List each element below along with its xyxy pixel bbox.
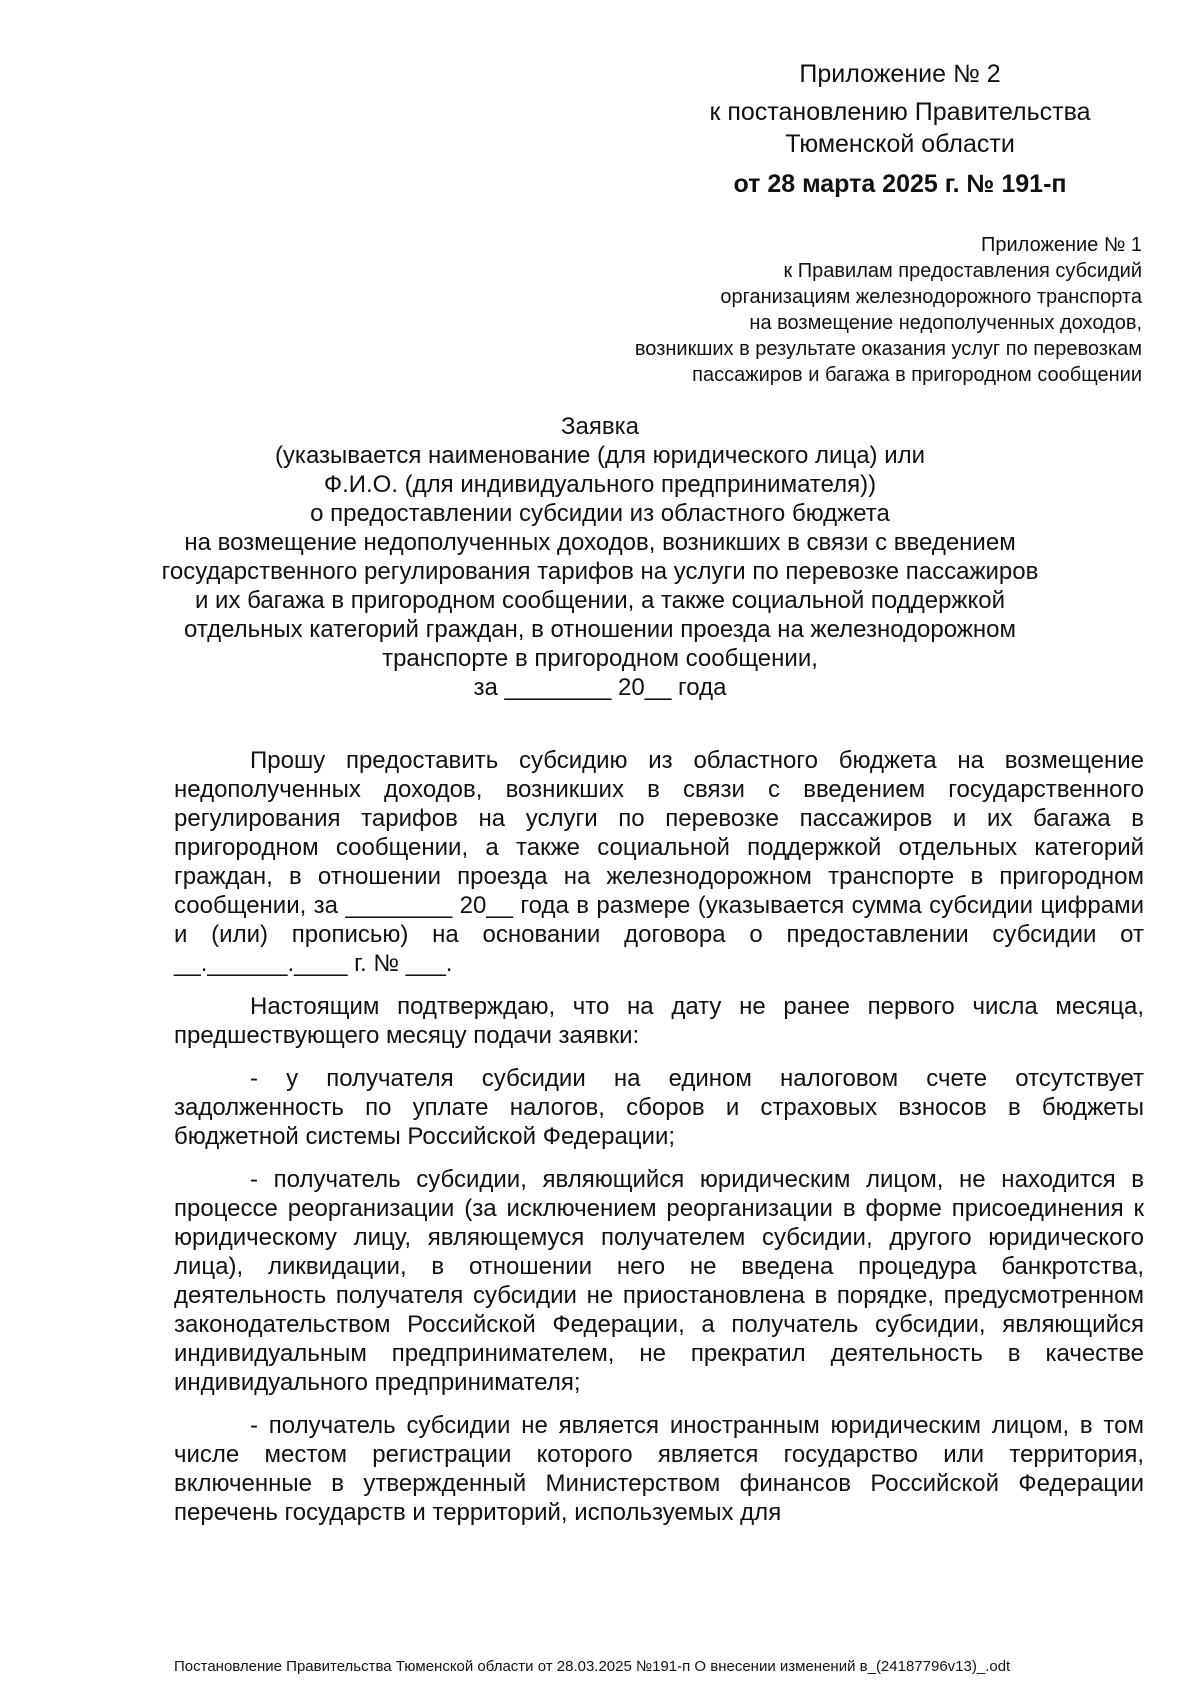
appendix-date: от 28 марта 2025 г. № 191-п bbox=[733, 170, 1067, 198]
footer-filename: Постановление Правительства Тюменской области от 28.03.2025 №191-п О внесении изменений в_(24187796v13)_.odt bbox=[174, 1658, 1011, 1675]
title-line: государственного регулирования тарифов на услуги по перевозке пассажиров bbox=[161, 558, 1039, 585]
appendix-reference-line: Тюменской области bbox=[785, 130, 1015, 158]
appendix-reference-line: к постановлению Правительства bbox=[709, 98, 1091, 126]
rules-appendix-block bbox=[542, 232, 1142, 388]
rules-line: Приложение № 1 bbox=[981, 234, 1142, 256]
title-line: отдельных категорий граждан, в отношении проезда на железнодорожном bbox=[184, 616, 1016, 643]
body-paragraph: Прошу предоставить субсидию из областного бюджета на возмещение недополученных доходов, возникших в связи с введением государственного регулирования тарифов на услуги по перевозке пассажиров и их багажа в пригородном сообщении, а также социальной поддержкой отдельных категорий граждан, в отношении проезда на железнодорожном транспорте в пригородном сообщении, за ________ 20__ года в размере (указывается сумма субсидии цифрами и (или) прописью) на основании договора о предоставлении субсидии от __.______.____ г. № ___. bbox=[174, 747, 1144, 977]
title-line: на возмещение недополученных доходов, возникших в связи с введением bbox=[184, 529, 1016, 556]
rules-line: на возмещение недополученных доходов, bbox=[749, 312, 1142, 334]
title-line: о предоставлении субсидии из областного бюджета bbox=[310, 500, 890, 527]
appendix-title: Приложение № 2 bbox=[799, 60, 1001, 88]
title-line: (указывается наименование (для юридического лица) или bbox=[274, 442, 926, 469]
body-paragraph: - получатель субсидии, являющийся юридическим лицом, не находится в процессе реорганизации (за исключением реорганизации в форме присоединения к юридическому лицу, являющемуся получателем субсидии, другого юридического лица), ликвидации, в отношении него не введена процедура банкротства, деятельность получателя субсидии не приостановлена в порядке, предусмотренном законодательством Российской Федерации, а получатель субсидии, являющийся индивидуальным предпринимателем, не прекратил деятельность в качестве индивидуального предпринимателя; bbox=[174, 1166, 1144, 1396]
body-paragraph: Настоящим подтверждаю, что на дату не ранее первого числа месяца, предшествующего месяцу подачи заявки: bbox=[174, 993, 1144, 1049]
rules-line: возникших в результате оказания услуг по перевозкам bbox=[634, 338, 1142, 360]
application-title bbox=[150, 412, 1050, 702]
title-line: и их багажа в пригородном сообщении, а также социальной поддержкой bbox=[194, 587, 1005, 614]
title-line: транспорте в пригородном сообщении, bbox=[382, 645, 818, 672]
title-line: за ________ 20__ года bbox=[473, 674, 727, 701]
title-line: Ф.И.О. (для индивидуального предпринимателя)) bbox=[323, 471, 877, 498]
rules-line: к Правилам предоставления субсидий bbox=[783, 260, 1142, 282]
appendix-reference bbox=[640, 96, 1160, 160]
body-paragraph: - получатель субсидии не является иностранным юридическим лицом, в том числе местом регистрации которого является государство или территория, включенные в утвержденный Министерством финансов Российской Федерации перечень государств и территорий, используемых для bbox=[174, 1412, 1144, 1526]
title-line: Заявка bbox=[561, 413, 639, 440]
body-paragraph: - у получателя субсидии на едином налоговом счете отсутствует задолженность по уплате налогов, сборов и страховых взносов в бюджеты бюджетной системы Российской Федерации; bbox=[174, 1065, 1144, 1150]
application-body bbox=[174, 746, 1144, 1541]
rules-line: организациям железнодорожного транспорта bbox=[720, 286, 1142, 308]
rules-line: пассажиров и багажа в пригородном сообщении bbox=[692, 364, 1142, 386]
